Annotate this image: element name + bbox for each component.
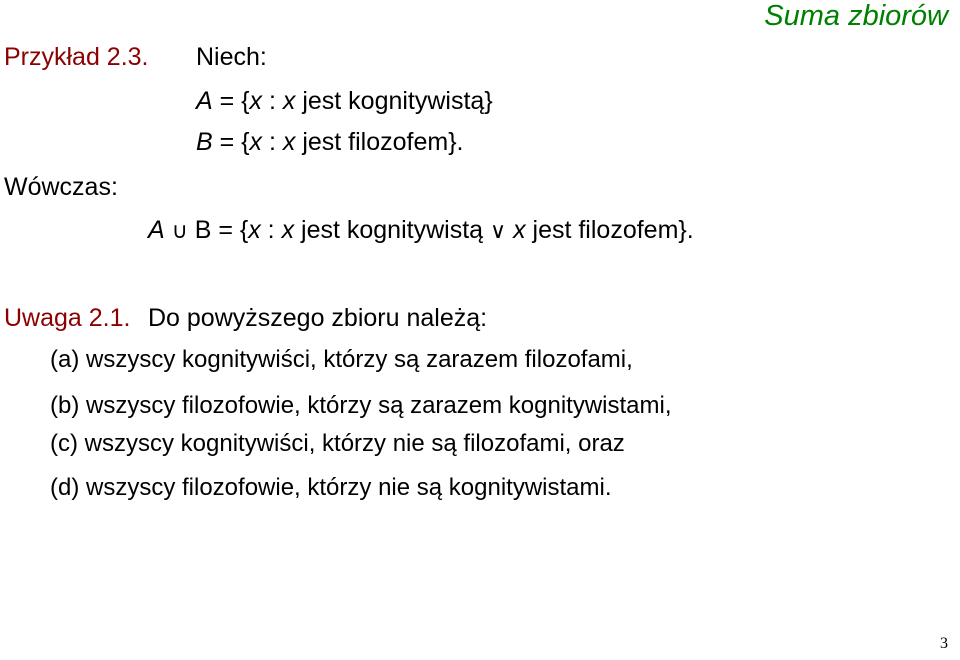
set-a-symbol: A (196, 87, 213, 115)
list-item: (b) wszyscy filozofowie, którzy są zarazem kognitywistami, (50, 392, 672, 419)
definition-b: B = {x : x jest filozofem}. (196, 128, 464, 156)
remark-label: Uwaga 2.1. (4, 304, 131, 332)
list-item: (d) wszyscy filozofowie, którzy nie są kognitywistami. (50, 474, 612, 501)
list-item: (a) wszyscy kognitywiści, którzy są zarazem filozofami, (50, 346, 633, 373)
logical-or-icon: ∨ (490, 219, 507, 244)
union-symbol-icon: ∪ (171, 219, 188, 244)
set-b-symbol: B (196, 128, 213, 156)
list-item: (c) wszyscy kognitywiści, którzy nie są filozofami, oraz (50, 430, 625, 457)
remark-intro: Do powyższego zbioru należą: (148, 304, 488, 332)
slide-title: Suma zbiorów (764, 0, 948, 32)
page-number: 3 (940, 635, 948, 652)
example-label: Przykład 2.3. (4, 43, 149, 71)
union-formula: A ∪ B = {x : x jest kognitywistą ∨ x jest filozofem}. (148, 216, 694, 244)
definition-a: A = {x : x jest kognitywistą} (196, 87, 493, 115)
then-label: Wówczas: (4, 173, 118, 201)
example-intro: Niech: (196, 43, 267, 71)
